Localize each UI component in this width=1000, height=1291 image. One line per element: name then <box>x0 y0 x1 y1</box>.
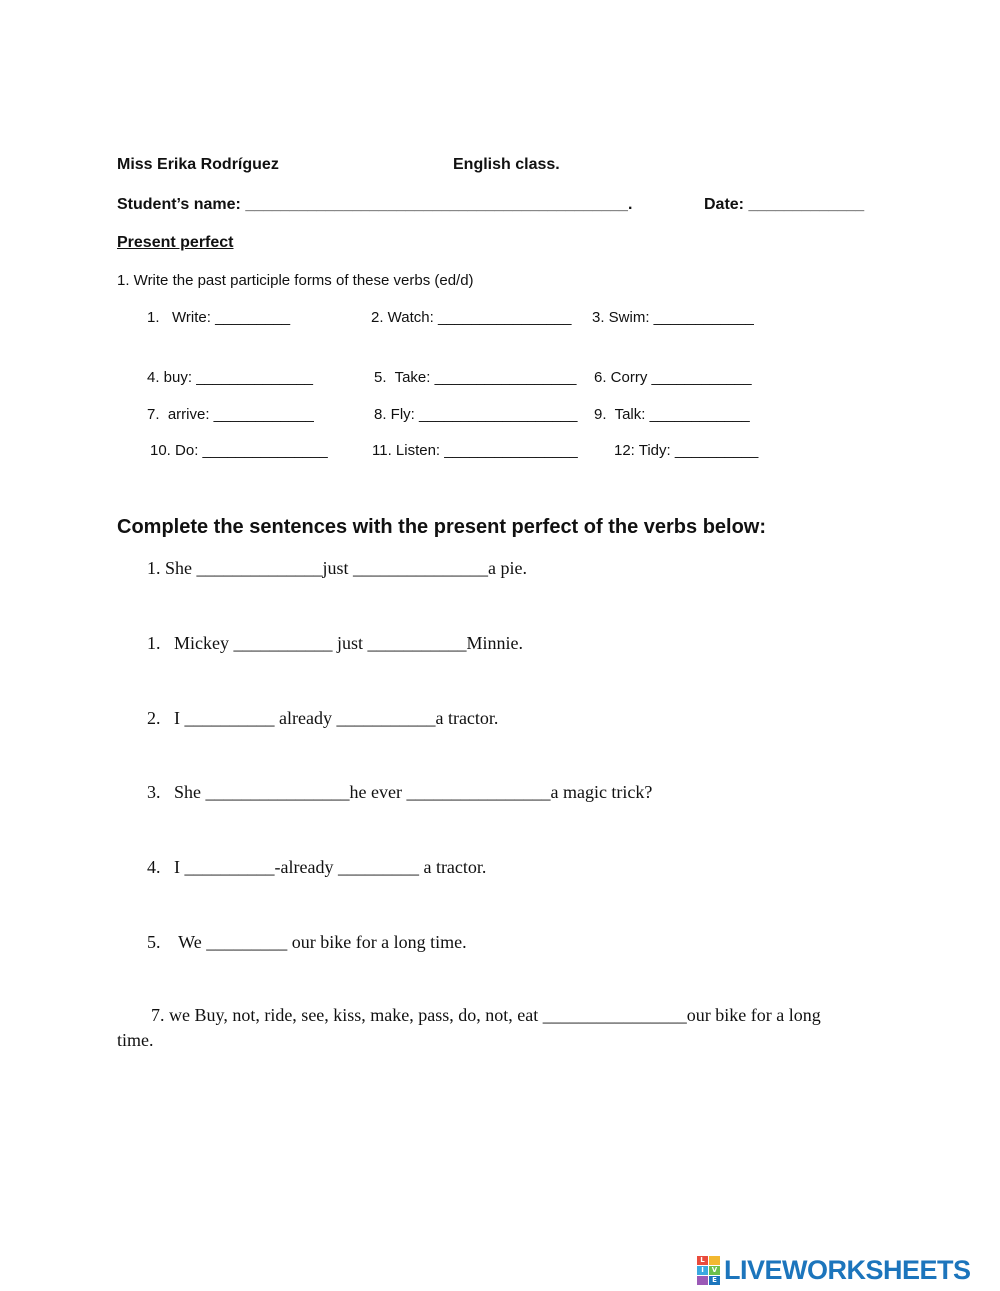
section-title-present-perfect: Present perfect <box>117 234 234 251</box>
sentence-item[interactable]: 1. Mickey ___________ just ___________Minnie. <box>147 633 523 653</box>
sentence-item[interactable]: 1. She ______________just _______________a pie. <box>147 558 527 578</box>
section-title-complete-sentences: Complete the sentences with the present perfect of the verbs below: <box>117 516 767 538</box>
verb-item[interactable]: 7. arrive: ____________ <box>147 406 314 423</box>
class-name: English class. <box>453 156 560 173</box>
sentence-item[interactable]: 3. She ________________he ever ________________a magic trick? <box>147 782 653 802</box>
verb-item[interactable]: 1. Write: _________ <box>147 309 291 326</box>
sentence-item[interactable]: 5. We _________ our bike for a long time. <box>147 932 467 952</box>
verb-item[interactable]: 4. buy: ______________ <box>147 369 313 386</box>
verb-item[interactable]: 6. Corry ____________ <box>594 369 752 386</box>
logo-cube: V <box>709 1266 720 1275</box>
verb-item[interactable]: 11. Listen: ________________ <box>372 442 578 459</box>
verb-item[interactable]: 8. Fly: ___________________ <box>374 406 578 423</box>
logo-cube: E <box>709 1276 720 1285</box>
date-line[interactable]: Date: _____________ <box>704 196 865 213</box>
instruction-past-participle: 1. Write the past participle forms of these verbs (ed/d) <box>117 272 474 289</box>
verb-item[interactable]: 10. Do: _______________ <box>150 442 328 459</box>
logo-cube: I <box>697 1266 708 1275</box>
logo-cube <box>697 1276 708 1285</box>
logo-text: LIVEWORKSHEETS <box>724 1254 971 1285</box>
verb-item[interactable]: 9. Talk: ____________ <box>594 406 750 423</box>
verb-item[interactable]: 3. Swim: ____________ <box>592 309 754 326</box>
verb-item[interactable]: 12: Tidy: __________ <box>614 442 759 459</box>
student-name-line[interactable]: Student’s name: ___________________________________________. <box>117 196 633 213</box>
logo-cubes-icon <box>697 1256 720 1285</box>
verb-item[interactable]: 2. Watch: ________________ <box>371 309 572 326</box>
sentence-item[interactable]: 7. we Buy, not, ride, see, kiss, make, pass, do, not, eat ________________our bike for a long time. <box>117 1005 821 1050</box>
teacher-name: Miss Erika Rodríguez <box>117 156 279 173</box>
verb-item[interactable]: 5. Take: _________________ <box>374 369 577 386</box>
logo-cube: L <box>697 1256 708 1265</box>
liveworksheets-logo <box>697 1255 971 1285</box>
sentence-item[interactable]: 4. I __________-already _________ a tractor. <box>147 857 487 877</box>
sentence-item[interactable]: 2. I __________ already ___________a tractor. <box>147 708 499 728</box>
logo-cube <box>709 1256 720 1265</box>
